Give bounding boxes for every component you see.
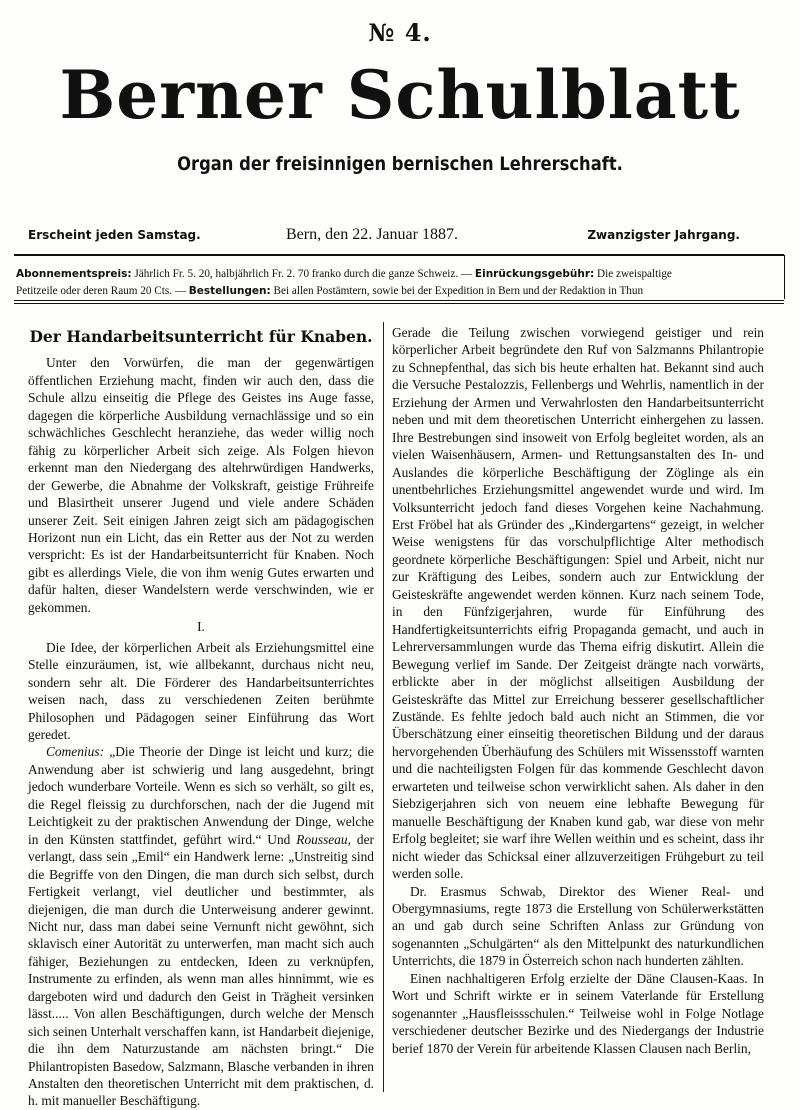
column-right: [392, 324, 764, 1057]
column-divider: [383, 322, 384, 1092]
quote-text: der verlangt, dass sein „Emil“ ein Handwerk lerne: „Unstreitig sind die Begriffe von den Dingen, die man durch sich selbst, durch Fertigkeit verlangt, viel deutlicher und bestimmter, als diejenigen, die man durch die Unterweisung anderer gewinnt. Nicht nur, dass man dabei seine Vernunft nicht gewöhnt, sich sklavisch einer Autorität zu unterwerfen, man macht sich auch fähiger, Beziehungen zu entdecken, Ideen zu verknüpfen, Instrumente zu erfinden, als wenn man alles hinnimmt, wie es dargeboten wird und dadurch den Geist in Trägheit versinken lässt..... Von allen Beschäftigungen, durch welche der Mensch sich seinen Unterhalt verschaffen kann, ist Handarbeit diejenige, die ihn dem Naturzustande am nächsten bringt.“ Die Philantropisten Basedow, Salzmann, Blasche verbanden in ihren Anstalten den theoretischen Unterricht mit dem praktischen, d. h. mit manueller Beschäftigung.: [28, 831, 375, 1109]
frame-edge: [784, 255, 785, 299]
subscription-line-2: [16, 283, 782, 300]
subscription-info: [16, 266, 782, 300]
issue-number: № 4.: [368, 18, 432, 47]
advert-fee-text-2: Petitzeile oder deren Raum 20 Cts. —: [16, 285, 189, 297]
masthead-title: Berner Schulblatt: [59, 56, 741, 134]
quote-text: „Die Theorie der Dinge ist leicht und kurz; die Anwendung aber ist schwierig und lang ausgedehnt, bringt jedoch wunderbare Vorteile. Wenn es sich so verhält, so gilt es, die Regel fleissig zu durchforschen, nach der die Jugend mit Leichtigkeit zu der praktischen Anwendung der Dinge, welche in den Künsten stattfindet, geführt wird.“ Und: [28, 744, 374, 847]
subscription-label: Abonnementspreis:: [16, 268, 132, 280]
quoted-author: Rousseau,: [296, 831, 351, 847]
quoted-author: Comenius:: [46, 744, 105, 760]
orders-label: Bestellungen:: [188, 285, 271, 297]
article-paragraph: Dr. Erasmus Schwab, Direktor des Wiener Real- und Obergymnasiums, regte 1873 die Erstellung von Schülerwerkstätten an und gab durch seine Schriften Anlass zur Gründung von sogenannten „Schulgärten“ als den Mittelpunkt des naturkundlichen Unterrichts, die 1879 in Österreich schon nach hunderten zählten.: [392, 883, 764, 969]
column-left: [28, 320, 374, 1110]
section-number: I.: [197, 619, 205, 635]
subscription-line-1: [16, 266, 782, 283]
masthead-subtitle: Organ der freisinnigen bernischen Lehrerschaft.: [177, 153, 623, 175]
article-paragraph: [28, 743, 374, 1110]
article-paragraph: Unter den Vorwürfen, die man der gegenwärtigen öffentlichen Erziehung macht, finden wir auch den, dass die Schule allzu einseitig die Pflege des Geistes ins Auge fasse, dagegen die körperliche Ausbildung vernachlässige und so ein schwächliches Geschlecht heranziehe, das weder willig noch fähig zu körperlicher Arbeit sich zeige. Als Folgen hievon erkennt man den Niedergang des altehrwürdigen Handwerks, der Gewerbe, die Abnahme der Volkskraft, geistige Frühreife und Blasirtheit unserer Jugend und viele andere Schäden unserer Zeit. Seit einigen Jahren zeigt sich am pädagogischen Horizont nun ein Licht, das ein Retter aus der Not zu werden verspricht: Es ist der Handarbeitsunterricht für Knaben. Noch gibt es allerdings Viele, die von ihm wenig Gutes erwarten und dafür halten, dieser Wandelstern werde verschwinden, wie er gekommen.: [28, 355, 374, 615]
advert-fee-text: Die zweispaltige: [594, 268, 672, 280]
info-line: [28, 226, 740, 248]
article-paragraph: Gerade die Teilung zwischen vorwiegend geistiger und rein körperlicher Arbeit begründete den Ruf von Salzmanns Philantropie zu Schnepfenthal, das sich bis heute erhalten hat. Bekannt sind auch die Versuche Pestalozzis, Fellenbergs und Wehrlis, namentlich in der Erziehung der Armen und Verwahrlosten den Handarbeitsunterricht neben und mit dem theoretischen Unterricht einhergehen zu lassen. Ihre Bestrebungen sind insoweit von Erfolg begleitet worden, als an vielen Waisenhäusern, Armen- und Rettungsanstalten des In- und Auslandes die körperliche Beschäftigung der Zöglinge als ein unentbehrliches Erziehungsmittel angewendet wurde und wird. Im Volksunterricht jedoch fand dieses Vorgehen keine Nachahmung. Erst Fröbel hat als Gründer des „Kindergartens“ gezeigt, in welcher Weise wenigstens für das vorschulpflichtige Alter methodisch geordnete körperliche Beschäftigungen: Spiel und Arbeit, nicht nur zur Kräftigung des Leibes, sondern auch zur Entwicklung der Geisteskräfte angewendet werden können. Kurz nach seinem Tode, in den Fünfzigerjahren, wurde für Einführung des Handfertigkeitsunterrichts eifrig Propaganda gemacht, und auch in Lehrerversammlungen wurde das Thema eifrig diskutirt. Allein die Bewegung verlief im Sande. Der Zeitgeist drängte nach vorwärts, erblickte aber in der möglichst allseitigen Ausbildung der Geisteskräfte das Mittel zur Erreichung besserer gesellschaftlicher Zustände. Es fehlte jedoch bald auch nicht an Stimmen, die vor Überschätzung einer einseitig theoretischen Bildung und der daraus hervorgehenden Überhäufung des Schülers mit Wissensstoff warnten und die nachteiligsten Folgen für das kommende Geschlecht davon erwarteten und teilweise schon verwirklicht sahen. Als daher in den Siebzigerjahren sich von neuem eine lebhafte Bewegung für manuelle Beschäftigung der Knaben kund gab, war diese von mehr Erfolg begleitet; sie warf ihre Wellen weithin und es scheint, dass ihr nicht wieder das Schicksal einer allzuverzeitigen Frühgeburt zu teil werden solle.: [392, 325, 764, 882]
publication-frequency: Erscheint jeden Samstag.: [28, 228, 201, 242]
article-paragraph: Einen nachhaltigeren Erfolg erzielte der Däne Clausen-Kaas. In Wort und Schrift wirkte er in seinem Vaterlande für Erstellung sogenannter „Hausfleissschulen.“ Teilweise wohl in Folge Notlage verschiedener deutscher Bezirke und des Niedergangs der Industrie berief 1870 der Verein für arbeitende Klassen Clausen nach Berlin,: [392, 970, 764, 1056]
article-title: Der Handarbeitsunterricht für Knaben.: [29, 327, 373, 346]
article-paragraph: Die Idee, der körperlichen Arbeit als Erziehungsmittel eine Stelle einzuräumen, ist, wie allbekannt, durchaus nicht neu, sondern sehr alt. Die Förderer des Handarbeitsunterrichtes weisen nach, dass zu verschiedenen Zeiten berühmte Philosophen und Pädagogen seiner Einführung das Wort geredet.: [28, 639, 374, 742]
orders-text: Bei allen Postämtern, sowie bei der Expedition in Bern und der Redaktion in Thun: [270, 285, 644, 297]
advert-fee-label: Einrückungsgebühr:: [474, 268, 595, 280]
subscription-text: Jährlich Fr. 5. 20, halbjährlich Fr. 2. 70 franko durch die ganze Schweiz. —: [131, 268, 475, 280]
bottom-rule-double: [14, 303, 784, 304]
top-rule: [14, 254, 784, 256]
volume-year: Zwanzigster Jahrgang.: [587, 228, 740, 242]
issue-date: Bern, den 22. Januar 1887.: [286, 226, 458, 243]
bottom-rule: [14, 300, 784, 301]
